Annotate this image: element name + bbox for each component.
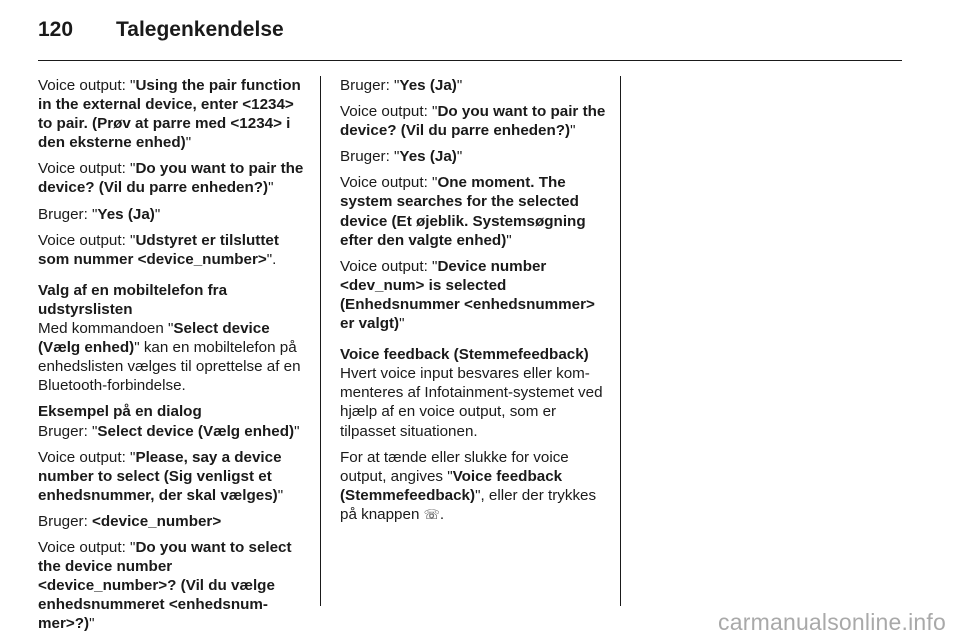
body-paragraph: Hvert voice input besvares eller kom-menteres af Infotainment-systemet ved hjælp af en voice output, som er tilpasset situationen. <box>340 365 603 440</box>
section-heading-device-select: Valg af en mobiltelefon fra udstyrslisten <box>38 281 228 318</box>
phone-icon: ☏ <box>423 506 440 522</box>
dialog-line: Voice output: "Do you want to pair the device? (Vil du parre enheden?)" <box>38 160 304 197</box>
column-divider-left <box>320 76 321 606</box>
dialog-line: Bruger: "Yes (Ja)" <box>340 77 463 94</box>
watermark: carmanualsonline.info <box>718 609 946 635</box>
example-heading: Eksempel på en dialog <box>38 403 202 421</box>
page-header <box>38 18 902 52</box>
body-paragraph: For at tænde eller slukke for voice output, angives "Voice feedback (Stemmefeedback)", eller der trykkes på knappen ☏. <box>340 448 597 523</box>
body-paragraph: Med kommandoen "Select device (Vælg enhed)" kan en mobiltelefon på enhedslisten vælges til oprettelse af en Bluetooth-forbindelse. <box>38 320 301 395</box>
dialog-line: Bruger: "Select device (Vælg enhed)" <box>38 422 300 440</box>
dialog-line: Voice output: "Udstyret er tilsluttet som nummer <device_number>". <box>38 231 279 268</box>
page-title: Talegenkendelse <box>116 18 284 41</box>
dialog-line: Voice output: "Device number <dev_num> is selected (Enhedsnummer <enhedsnummer> er valgt)" <box>340 257 595 333</box>
header-rule <box>38 60 902 61</box>
dialog-line: Voice output: "Do you want to pair the device? (Vil du parre enheden?)" <box>340 103 606 140</box>
dialog-line: Voice output: "One moment. The system searches for the selected device (Et øjeblik. Systemsøgning efter den valgte enhed)" <box>340 174 586 249</box>
section-heading-voice-feedback: Voice feedback (Stemmefeedback) <box>340 346 589 364</box>
dialog-line: Bruger: "Yes (Ja)" <box>38 205 161 223</box>
dialog-line: Voice output: "Using the pair function in the external device, enter <1234> to pair. (Prøv at parre med <1234> i den eksterne enhed)" <box>38 77 301 152</box>
dialog-line: Bruger: "Yes (Ja)" <box>340 148 463 166</box>
column-divider-right <box>620 76 621 606</box>
page-number: 120 <box>38 18 74 41</box>
left-column <box>38 76 308 640</box>
dialog-line: Bruger: <device_number> <box>38 512 222 530</box>
right-column <box>340 76 610 531</box>
dialog-line: Voice output: "Do you want to select the device number <device_number>? (Vil du vælge enhedsnummeret <enhedsnum-mer>?)" <box>38 538 292 633</box>
dialog-line: Voice output: "Please, say a device number to select (Sig venligst et enhedsnummer, der skal vælges)" <box>38 448 284 504</box>
